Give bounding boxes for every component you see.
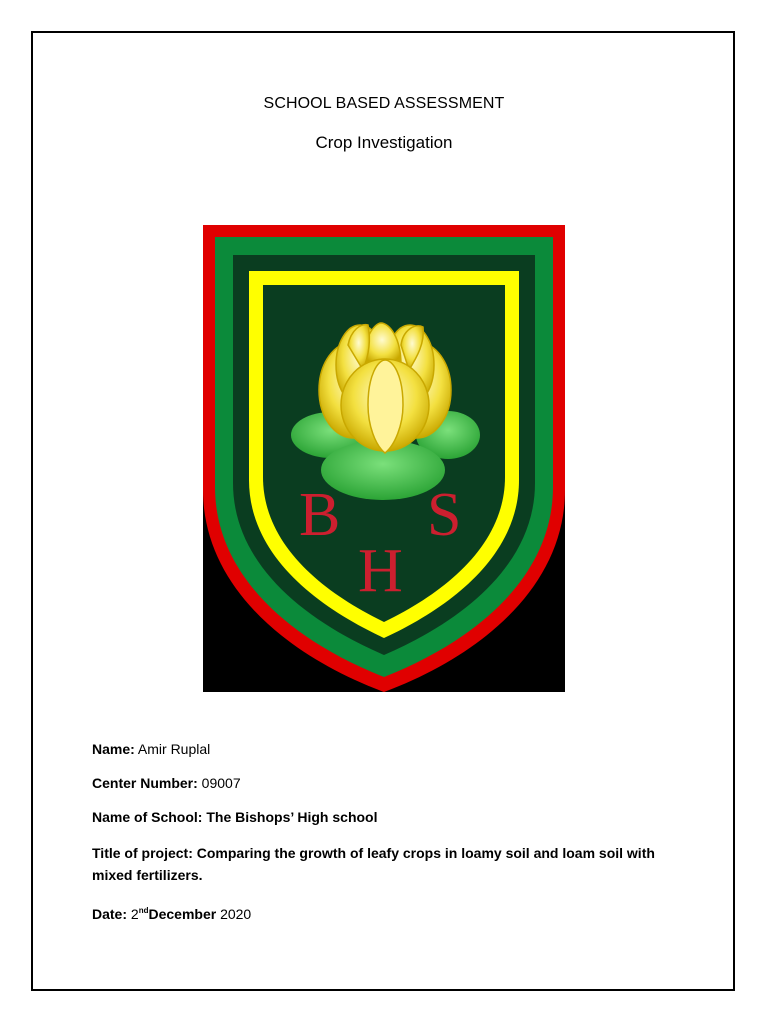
school-line [92,806,377,828]
date-month: December [148,906,217,922]
date-year: 2020 [216,906,252,922]
project-title-label: Title of project: [92,845,193,861]
center-number-value: 09007 [197,775,241,791]
date-label: Date: [92,906,128,922]
crest-letter-s: S [427,481,462,549]
project-title-line [92,842,682,886]
center-number-label: Center Number: [92,775,198,791]
page-subtitle: Crop Investigation [315,133,453,152]
school-label: Name of School: [92,809,203,825]
page-title: SCHOOL BASED ASSESSMENT [263,95,505,112]
name-value: Amir Ruplal [134,741,211,757]
school-crest-logo [203,225,565,692]
center-number-line [92,772,241,794]
date-day: 2 [127,906,139,922]
crest-letter-h: H [358,537,403,605]
project-title-value: Comparing the growth of leafy crops in loamy soil and loam soil with mixed fertilizers. [92,845,655,883]
date-line [92,900,251,925]
school-value: The Bishops’ High school [202,809,378,825]
crest-letter-b: B [299,481,341,549]
name-line [92,738,210,760]
date-suffix: nd [138,906,149,915]
name-label: Name: [92,741,135,757]
